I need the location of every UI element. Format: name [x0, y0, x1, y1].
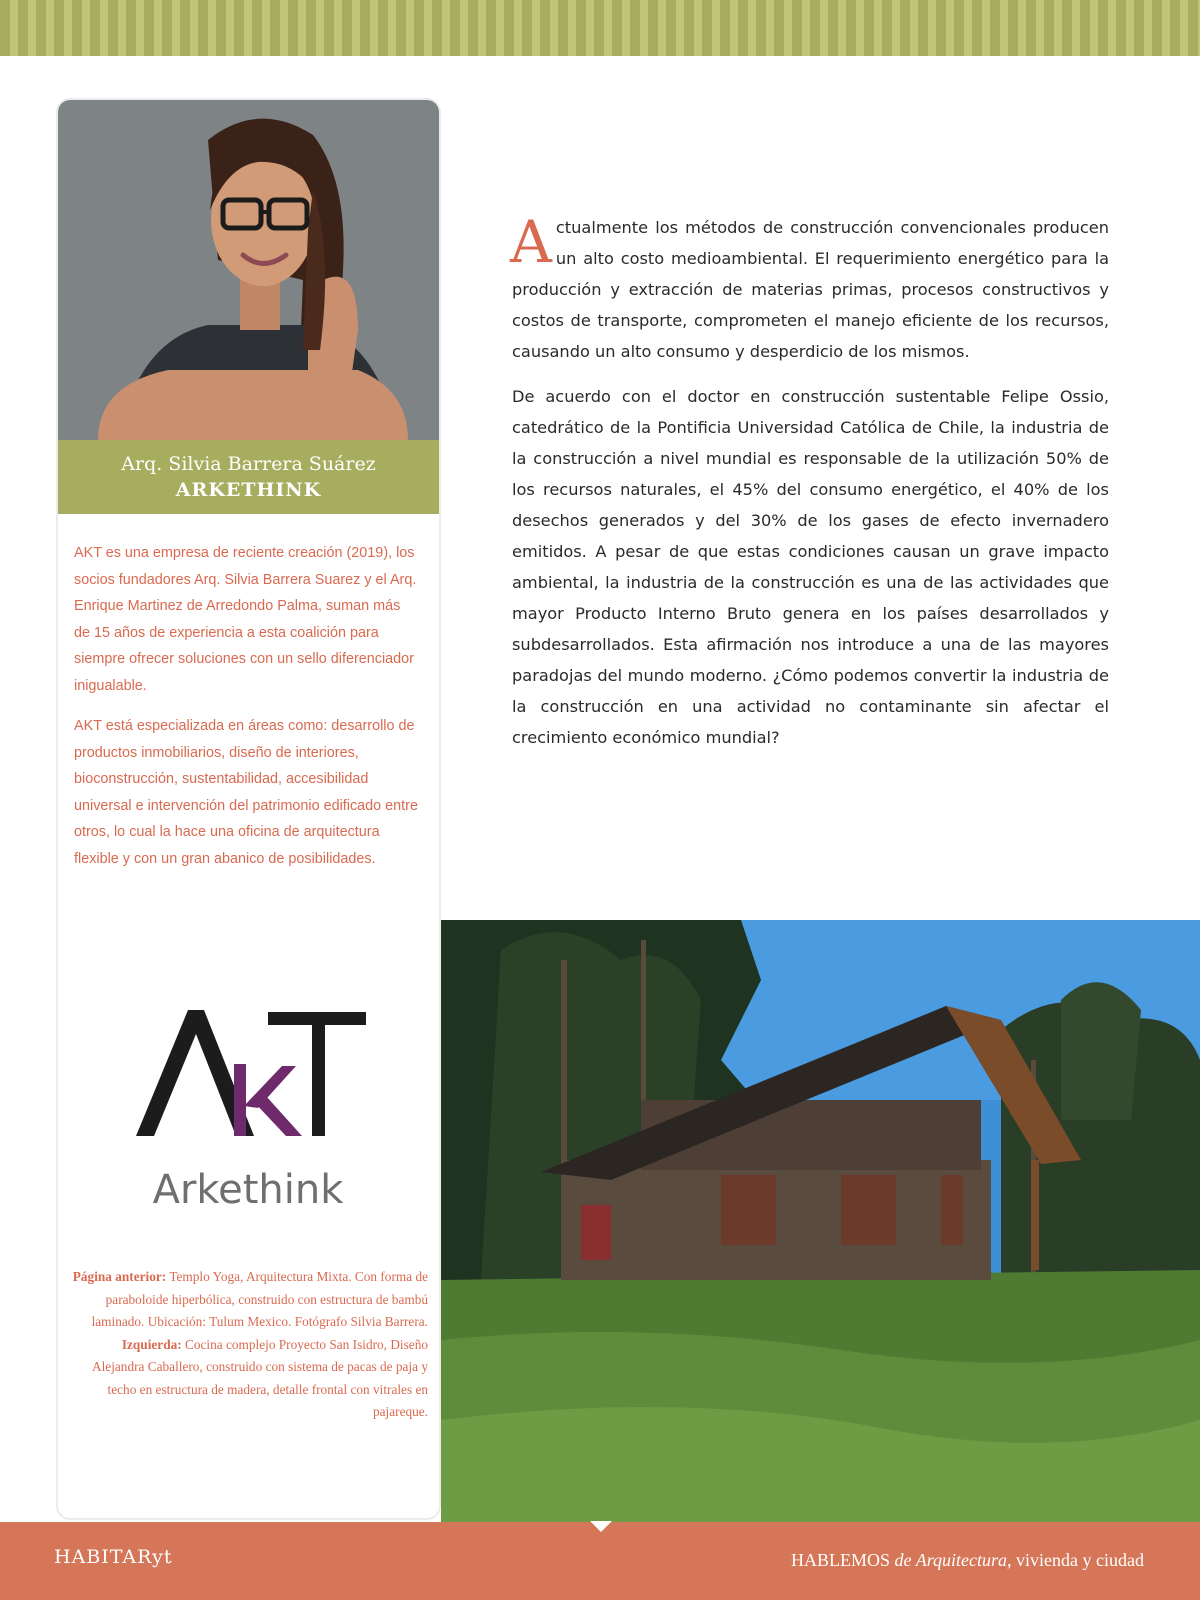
- house-photo-illustration: [441, 920, 1200, 1526]
- author-sidebar: [56, 98, 441, 1520]
- arkethink-logo: [136, 1008, 366, 1218]
- caption-text: Templo Yoga, Arquitectura Mixta. Con forma de paraboloide hiperbólica, construido con estructura de bambú laminado. Ubicación: Tulum Mexico. Fotógrafo Silvia Barrera.: [91, 1269, 428, 1329]
- article-paragraph: [510, 208, 1109, 367]
- logo-wordmark: Arkethink: [152, 1167, 344, 1213]
- photo-captions: [72, 1266, 428, 1424]
- caption-text: Cocina complejo Proyecto San Isidro, Diseño Alejandra Caballero, construido con sistema de pacas de paja y techo en estructura de madera, detalle frontal con vitrales en pajareque.: [92, 1336, 428, 1419]
- tagline-part: de Arquitectura,: [894, 1550, 1012, 1570]
- caption-previous-page: [72, 1266, 428, 1334]
- article-paragraph-text: ctualmente los métodos de construcción convencionales producen un alto costo medioambiental. El requerimiento energético para la producción y extracción de materias primas, procesos constructivos y costos de transporte, comprometen el manejo eficiente de los recursos, causando un alto consumo y desperdicio de los mismos.: [512, 218, 1109, 361]
- caption-label: Izquierda:: [121, 1336, 182, 1352]
- author-company: ARKETHINK: [175, 479, 322, 501]
- caption-label: Página anterior:: [72, 1269, 167, 1284]
- portrait-illustration: [58, 100, 439, 440]
- house-photo: [441, 920, 1200, 1526]
- article-body: [510, 208, 1109, 767]
- author-name-band: [58, 440, 439, 514]
- article-paragraph: De acuerdo con el doctor en construcción sustentable Felipe Ossio, catedrático de la Pontificia Universidad Católica de Chile, la industria de la construcción a nivel mundial es responsable de la utilización 50% de los recursos naturales, el 45% del consumo energético, el 40% de los desechos generados y del 30% de los gases de efecto invernadero emitidos. A pesar de que estas condiciones causan un grave impacto ambiental, la industria de la construcción es una de las actividades que mayor Producto Interno Bruto genera en los países desarrollados y subdesarrollados. Esta afirmación nos introduce a una de las mayores paradojas del mundo moderno. ¿Cómo podemos convertir la industria de la construcción en una actividad no contaminante sin afectar el crecimiento económico mundial?: [512, 387, 1109, 747]
- magazine-tagline: [791, 1550, 1144, 1571]
- caption-left: [72, 1334, 428, 1424]
- author-name: Arq. Silvia Barrera Suárez: [121, 453, 376, 475]
- tagline-part: vivienda y ciudad: [1016, 1550, 1144, 1570]
- bio-paragraph: AKT es una empresa de reciente creación (2019), los socios fundadores Arq. Silvia Barrera Suarez y el Arq. Enrique Martinez de Arredondo Palma, suman más de 15 años de experiencia a esta coalición para siempre ofrecer soluciones con un sello diferenciador inigualable.: [74, 545, 417, 694]
- magazine-brand: HABITARyt: [54, 1546, 173, 1568]
- company-bio: [74, 540, 419, 886]
- author-portrait: [58, 100, 439, 440]
- top-stripe-band: [0, 0, 1200, 56]
- bio-paragraph: AKT está especializada en áreas como: desarrollo de productos inmobiliarios, diseño de interiores, bioconstrucción, sustentabilidad, accesibilidad universal e intervención del patrimonio edificado entre otros, lo cual la hace una oficina de arquitectura flexible y con un gran abanico de posibilidades.: [74, 718, 418, 867]
- footer-notch: [590, 1521, 612, 1532]
- page-footer: [0, 1522, 1200, 1600]
- akt-logo-mark: [136, 1008, 366, 1218]
- tagline-part: HABLEMOS: [791, 1550, 891, 1570]
- drop-cap: A: [510, 208, 552, 276]
